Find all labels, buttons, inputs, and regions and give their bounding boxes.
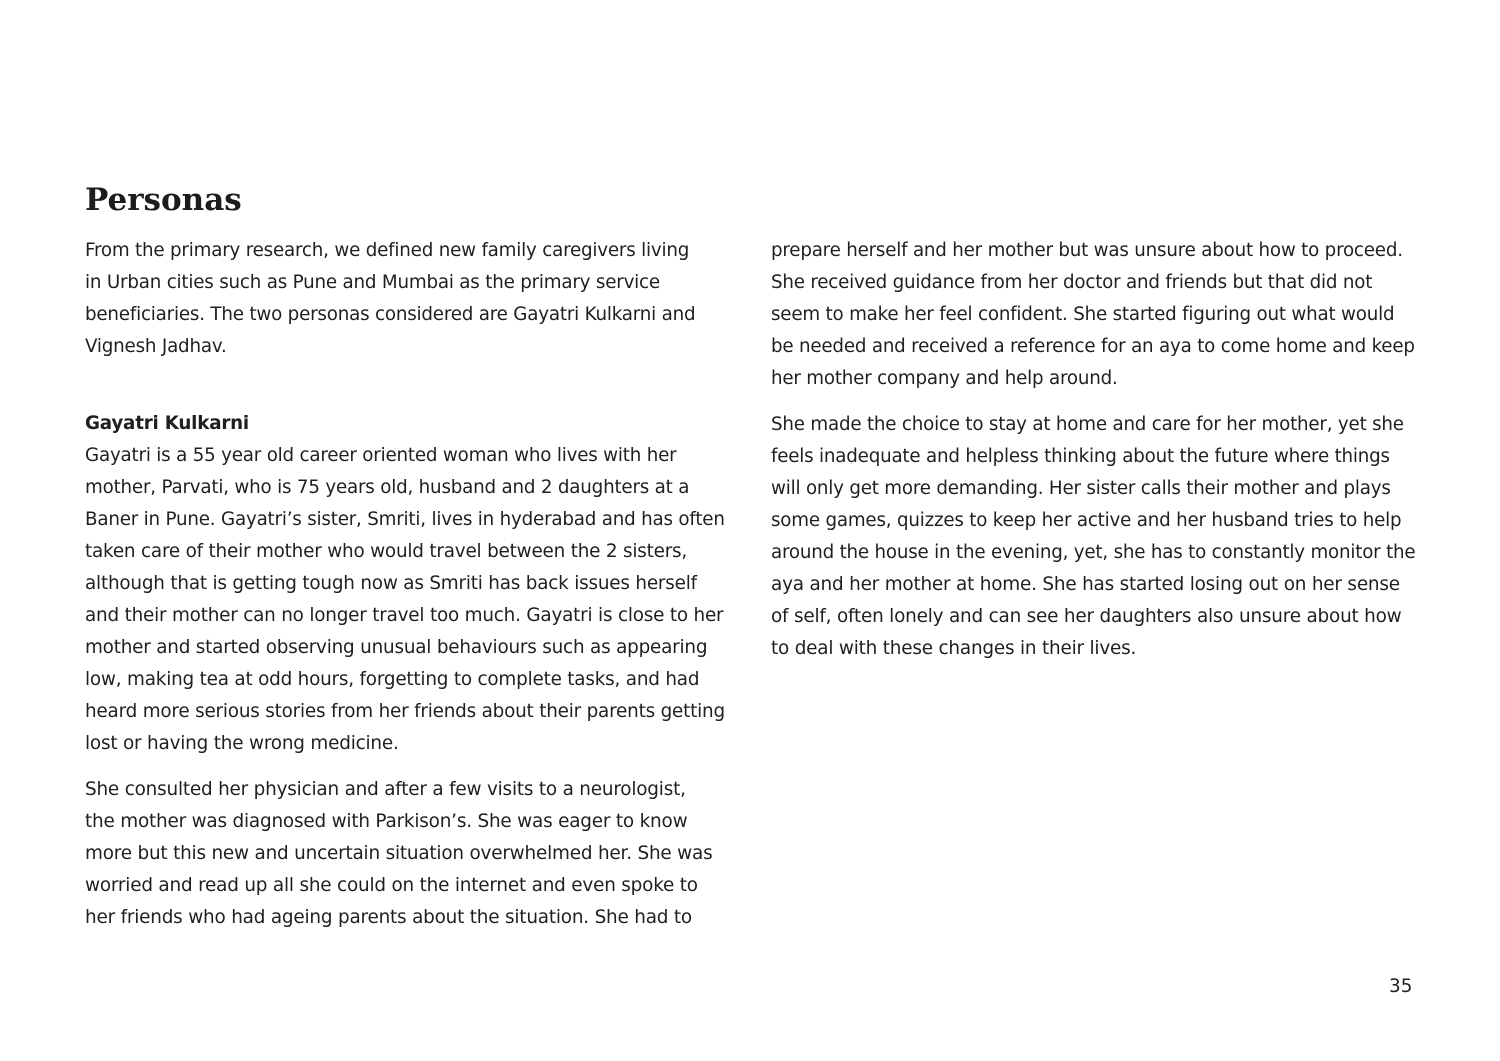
text-line: seem to make her feel confident. She started figuring out what would — [771, 304, 1395, 325]
text-line: low, making tea at odd hours, forgetting to complete tasks, and had — [85, 669, 700, 690]
intro-paragraph — [85, 235, 725, 363]
text-line: worried and read up all she could on the internet and even spoke to — [85, 875, 698, 896]
text-line: mother, Parvati, who is 75 years old, husband and 2 daughters at a — [85, 477, 690, 498]
persona-paragraph-4 — [771, 409, 1415, 665]
text-line: aya and her mother at home. She has started losing out on her sense — [771, 574, 1400, 595]
text-line: She received guidance from her doctor and friends but that did not — [771, 272, 1373, 293]
text-line: to deal with these changes in their lives. — [771, 638, 1137, 659]
persona-paragraph-2 — [85, 774, 725, 934]
text-line: although that is getting tough now as Smriti has back issues herself — [85, 573, 697, 594]
text-line: around the house in the evening, yet, she has to constantly monitor the — [771, 542, 1416, 563]
text-line: more but this new and uncertain situation overwhelmed her. She was — [85, 843, 713, 864]
page-title: Personas — [85, 182, 242, 218]
page-number: 35 — [1389, 976, 1413, 997]
text-line: prepare herself and her mother but was unsure about how to proceed. — [771, 240, 1403, 261]
text-line: and their mother can no longer travel too much. Gayatri is close to her — [85, 605, 724, 626]
text-line: Gayatri is a 55 year old career oriented woman who lives with her — [85, 445, 677, 466]
text-line: She made the choice to stay at home and care for her mother, yet she — [771, 414, 1404, 435]
right-column — [771, 235, 1415, 665]
left-column — [85, 235, 725, 934]
text-line: her mother company and help around. — [771, 368, 1118, 389]
text-line: the mother was diagnosed with Parkison’s. She was eager to know — [85, 811, 688, 832]
text-line: will only get more demanding. Her sister calls their mother and plays — [771, 478, 1391, 499]
text-line: some games, quizzes to keep her active and her husband tries to help — [771, 510, 1402, 531]
text-line: From the primary research, we defined new family caregivers living — [85, 240, 690, 261]
text-line: beneficiaries. The two personas considered are Gayatri Kulkarni and — [85, 304, 696, 325]
text-line: her friends who had ageing parents about the situation. She had to — [85, 907, 692, 928]
text-line: lost or having the wrong medicine. — [85, 733, 399, 754]
text-line: be needed and received a reference for an aya to come home and keep — [771, 336, 1415, 357]
text-line: feels inadequate and helpless thinking about the future where things — [771, 446, 1390, 467]
text-line: taken care of their mother who would travel between the 2 sisters, — [85, 541, 688, 562]
text-line: She consulted her physician and after a few visits to a neurologist, — [85, 779, 686, 800]
persona-paragraph-3 — [771, 235, 1415, 395]
persona-paragraph-1 — [85, 440, 725, 760]
text-line: in Urban cities such as Pune and Mumbai as the primary service — [85, 272, 660, 293]
text-line: heard more serious stories from her friends about their parents getting — [85, 701, 725, 722]
text-line: Baner in Pune. Gayatri’s sister, Smriti, lives in hyderabad and has often — [85, 509, 725, 530]
text-line: of self, often lonely and can see her daughters also unsure about how — [771, 606, 1402, 627]
persona-subheading: Gayatri Kulkarni — [85, 413, 249, 434]
text-line: mother and started observing unusual behaviours such as appearing — [85, 637, 708, 658]
text-line: Vignesh Jadhav. — [85, 336, 227, 357]
